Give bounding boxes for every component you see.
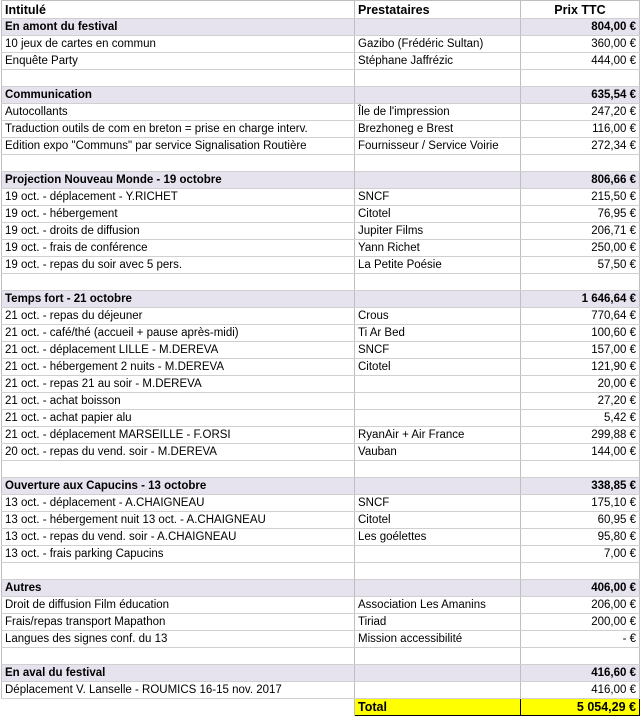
table-row: [2, 104, 640, 121]
row-price: 60,95 €: [521, 512, 640, 529]
spacer-row: [2, 461, 640, 478]
section-vendor-empty: [355, 19, 521, 36]
row-label: 19 oct. - hébergement: [2, 206, 355, 223]
table-row: [2, 512, 640, 529]
spacer-cell: [521, 155, 640, 172]
spacer-cell: [355, 563, 521, 580]
row-label: 21 oct. - repas 21 au soir - M.DEREVA: [2, 376, 355, 393]
header-intitule: Intitulé: [2, 1, 355, 19]
section-title: Ouverture aux Capucins - 13 octobre: [2, 478, 355, 495]
section-header-row: [2, 87, 640, 104]
section-header-row: [2, 665, 640, 682]
row-label: 21 oct. - achat boisson: [2, 393, 355, 410]
row-vendor: [355, 546, 521, 563]
table-row: [2, 427, 640, 444]
row-label: 13 oct. - frais parking Capucins: [2, 546, 355, 563]
table-row: [2, 257, 640, 274]
row-label: 20 oct. - repas du vend. soir - M.DEREVA: [2, 444, 355, 461]
section-header-row: [2, 291, 640, 308]
table-row: [2, 495, 640, 512]
section-header-row: [2, 580, 640, 597]
row-label: 19 oct. - repas du soir avec 5 pers.: [2, 257, 355, 274]
row-price: 121,90 €: [521, 359, 640, 376]
row-price: 116,00 €: [521, 121, 640, 138]
row-label: Droit de diffusion Film éducation: [2, 597, 355, 614]
section-title: En amont du festival: [2, 19, 355, 36]
section-header-row: [2, 19, 640, 36]
section-title: En aval du festival: [2, 665, 355, 682]
row-vendor: RyanAir + Air France: [355, 427, 521, 444]
section-title: Temps fort - 21 octobre: [2, 291, 355, 308]
row-vendor: Crous: [355, 308, 521, 325]
row-price: 770,64 €: [521, 308, 640, 325]
row-label: Déplacement V. Lanselle - ROUMICS 16-15 nov. 2017: [2, 682, 355, 699]
row-vendor: Mission accessibilité: [355, 631, 521, 648]
row-vendor: Citotel: [355, 206, 521, 223]
row-label: Enquête Party: [2, 53, 355, 70]
table-row: [2, 682, 640, 699]
section-total: 338,85 €: [521, 478, 640, 495]
row-label: 13 oct. - hébergement nuit 13 oct. - A.CHAIGNEAU: [2, 512, 355, 529]
total-empty-cell: [2, 699, 355, 716]
row-vendor: Brezhoneg e Brest: [355, 121, 521, 138]
section-total: 806,66 €: [521, 172, 640, 189]
spacer-cell: [355, 70, 521, 87]
row-vendor: Ti Ar Bed: [355, 325, 521, 342]
spacer-cell: [2, 461, 355, 478]
section-title: Projection Nouveau Monde - 19 octobre: [2, 172, 355, 189]
section-title: Autres: [2, 580, 355, 597]
row-vendor: SNCF: [355, 495, 521, 512]
row-price: 444,00 €: [521, 53, 640, 70]
row-vendor: Fournisseur / Service Voirie: [355, 138, 521, 155]
section-total: 804,00 €: [521, 19, 640, 36]
spacer-row: [2, 155, 640, 172]
section-total: 406,00 €: [521, 580, 640, 597]
row-price: 57,50 €: [521, 257, 640, 274]
header-prix: Prix TTC: [521, 1, 640, 19]
row-label: Edition expo "Communs" par service Signalisation Routière: [2, 138, 355, 155]
row-price: 206,71 €: [521, 223, 640, 240]
table-row: [2, 631, 640, 648]
table-row: [2, 189, 640, 206]
table-row: [2, 206, 640, 223]
row-label: 19 oct. - déplacement - Y.RICHET: [2, 189, 355, 206]
row-price: 7,00 €: [521, 546, 640, 563]
section-title: Communication: [2, 87, 355, 104]
row-price: 95,80 €: [521, 529, 640, 546]
table-row: [2, 53, 640, 70]
spacer-cell: [355, 155, 521, 172]
row-price: 5,42 €: [521, 410, 640, 427]
row-price: - €: [521, 631, 640, 648]
total-row: [2, 699, 640, 716]
spacer-cell: [355, 648, 521, 665]
spacer-row: [2, 70, 640, 87]
row-price: 250,00 €: [521, 240, 640, 257]
table-row: [2, 308, 640, 325]
section-header-row: [2, 478, 640, 495]
table-row: [2, 546, 640, 563]
row-label: 21 oct. - déplacement LILLE - M.DEREVA: [2, 342, 355, 359]
table-row: [2, 240, 640, 257]
row-label: Traduction outils de com en breton = prise en charge interv.: [2, 121, 355, 138]
row-price: 206,00 €: [521, 597, 640, 614]
row-vendor: Tiriad: [355, 614, 521, 631]
table-row: [2, 376, 640, 393]
row-price: 215,50 €: [521, 189, 640, 206]
row-price: 100,60 €: [521, 325, 640, 342]
table-row: [2, 410, 640, 427]
row-vendor: SNCF: [355, 189, 521, 206]
header-prestataires: Prestataires: [355, 1, 521, 19]
spacer-cell: [2, 563, 355, 580]
row-vendor: Gazibo (Frédéric Sultan): [355, 36, 521, 53]
budget-table: [1, 0, 640, 716]
section-vendor-empty: [355, 87, 521, 104]
spacer-cell: [355, 274, 521, 291]
row-vendor: SNCF: [355, 342, 521, 359]
row-label: 19 oct. - frais de conférence: [2, 240, 355, 257]
row-label: 13 oct. - repas du vend. soir - A.CHAIGNEAU: [2, 529, 355, 546]
section-vendor-empty: [355, 172, 521, 189]
row-price: 144,00 €: [521, 444, 640, 461]
table-row: [2, 393, 640, 410]
row-price: 27,20 €: [521, 393, 640, 410]
row-vendor: Île de l'impression: [355, 104, 521, 121]
row-price: 360,00 €: [521, 36, 640, 53]
row-price: 157,00 €: [521, 342, 640, 359]
row-price: 272,34 €: [521, 138, 640, 155]
row-vendor: [355, 393, 521, 410]
spacer-row: [2, 274, 640, 291]
spacer-cell: [521, 461, 640, 478]
row-label: Frais/repas transport Mapathon: [2, 614, 355, 631]
section-vendor-empty: [355, 580, 521, 597]
row-vendor: Citotel: [355, 512, 521, 529]
budget-table-body: [2, 1, 640, 716]
row-vendor: Association Les Amanins: [355, 597, 521, 614]
row-price: 247,20 €: [521, 104, 640, 121]
section-total: 416,60 €: [521, 665, 640, 682]
table-row: [2, 597, 640, 614]
section-header-row: [2, 172, 640, 189]
spacer-cell: [2, 648, 355, 665]
spacer-cell: [521, 648, 640, 665]
row-label: 21 oct. - déplacement MARSEILLE - F.ORSI: [2, 427, 355, 444]
row-vendor: Stéphane Jaffrézic: [355, 53, 521, 70]
table-row: [2, 444, 640, 461]
spacer-cell: [2, 70, 355, 87]
row-label: 21 oct. - achat papier alu: [2, 410, 355, 427]
row-vendor: [355, 376, 521, 393]
row-price: 200,00 €: [521, 614, 640, 631]
spacer-cell: [521, 563, 640, 580]
table-row: [2, 614, 640, 631]
section-total: 1 646,64 €: [521, 291, 640, 308]
row-label: Autocollants: [2, 104, 355, 121]
section-vendor-empty: [355, 291, 521, 308]
table-row: [2, 138, 640, 155]
row-vendor: Yann Richet: [355, 240, 521, 257]
row-label: 21 oct. - café/thé (accueil + pause après-midi): [2, 325, 355, 342]
row-label: 21 oct. - repas du déjeuner: [2, 308, 355, 325]
total-label: Total: [355, 699, 521, 716]
row-price: 76,95 €: [521, 206, 640, 223]
spacer-cell: [355, 461, 521, 478]
row-price: 416,00 €: [521, 682, 640, 699]
spacer-row: [2, 648, 640, 665]
spacer-cell: [521, 274, 640, 291]
section-vendor-empty: [355, 478, 521, 495]
row-vendor: Jupiter Films: [355, 223, 521, 240]
row-label: 10 jeux de cartes en commun: [2, 36, 355, 53]
table-row: [2, 342, 640, 359]
table-row: [2, 529, 640, 546]
table-row: [2, 36, 640, 53]
section-total: 635,54 €: [521, 87, 640, 104]
row-price: 20,00 €: [521, 376, 640, 393]
header-row: [2, 1, 640, 19]
row-price: 299,88 €: [521, 427, 640, 444]
spacer-cell: [2, 155, 355, 172]
spacer-row: [2, 563, 640, 580]
row-label: 19 oct. - droits de diffusion: [2, 223, 355, 240]
spacer-cell: [2, 274, 355, 291]
table-row: [2, 325, 640, 342]
row-vendor: Citotel: [355, 359, 521, 376]
row-vendor: [355, 682, 521, 699]
table-row: [2, 359, 640, 376]
spacer-cell: [521, 70, 640, 87]
row-label: Langues des signes conf. du 13: [2, 631, 355, 648]
section-vendor-empty: [355, 665, 521, 682]
row-label: 21 oct. - hébergement 2 nuits - M.DEREVA: [2, 359, 355, 376]
table-row: [2, 223, 640, 240]
row-price: 175,10 €: [521, 495, 640, 512]
table-row: [2, 121, 640, 138]
row-label: 13 oct. - déplacement - A.CHAIGNEAU: [2, 495, 355, 512]
total-value: 5 054,29 €: [521, 699, 640, 716]
row-vendor: [355, 410, 521, 427]
row-vendor: Les goélettes: [355, 529, 521, 546]
row-vendor: Vauban: [355, 444, 521, 461]
row-vendor: La Petite Poésie: [355, 257, 521, 274]
